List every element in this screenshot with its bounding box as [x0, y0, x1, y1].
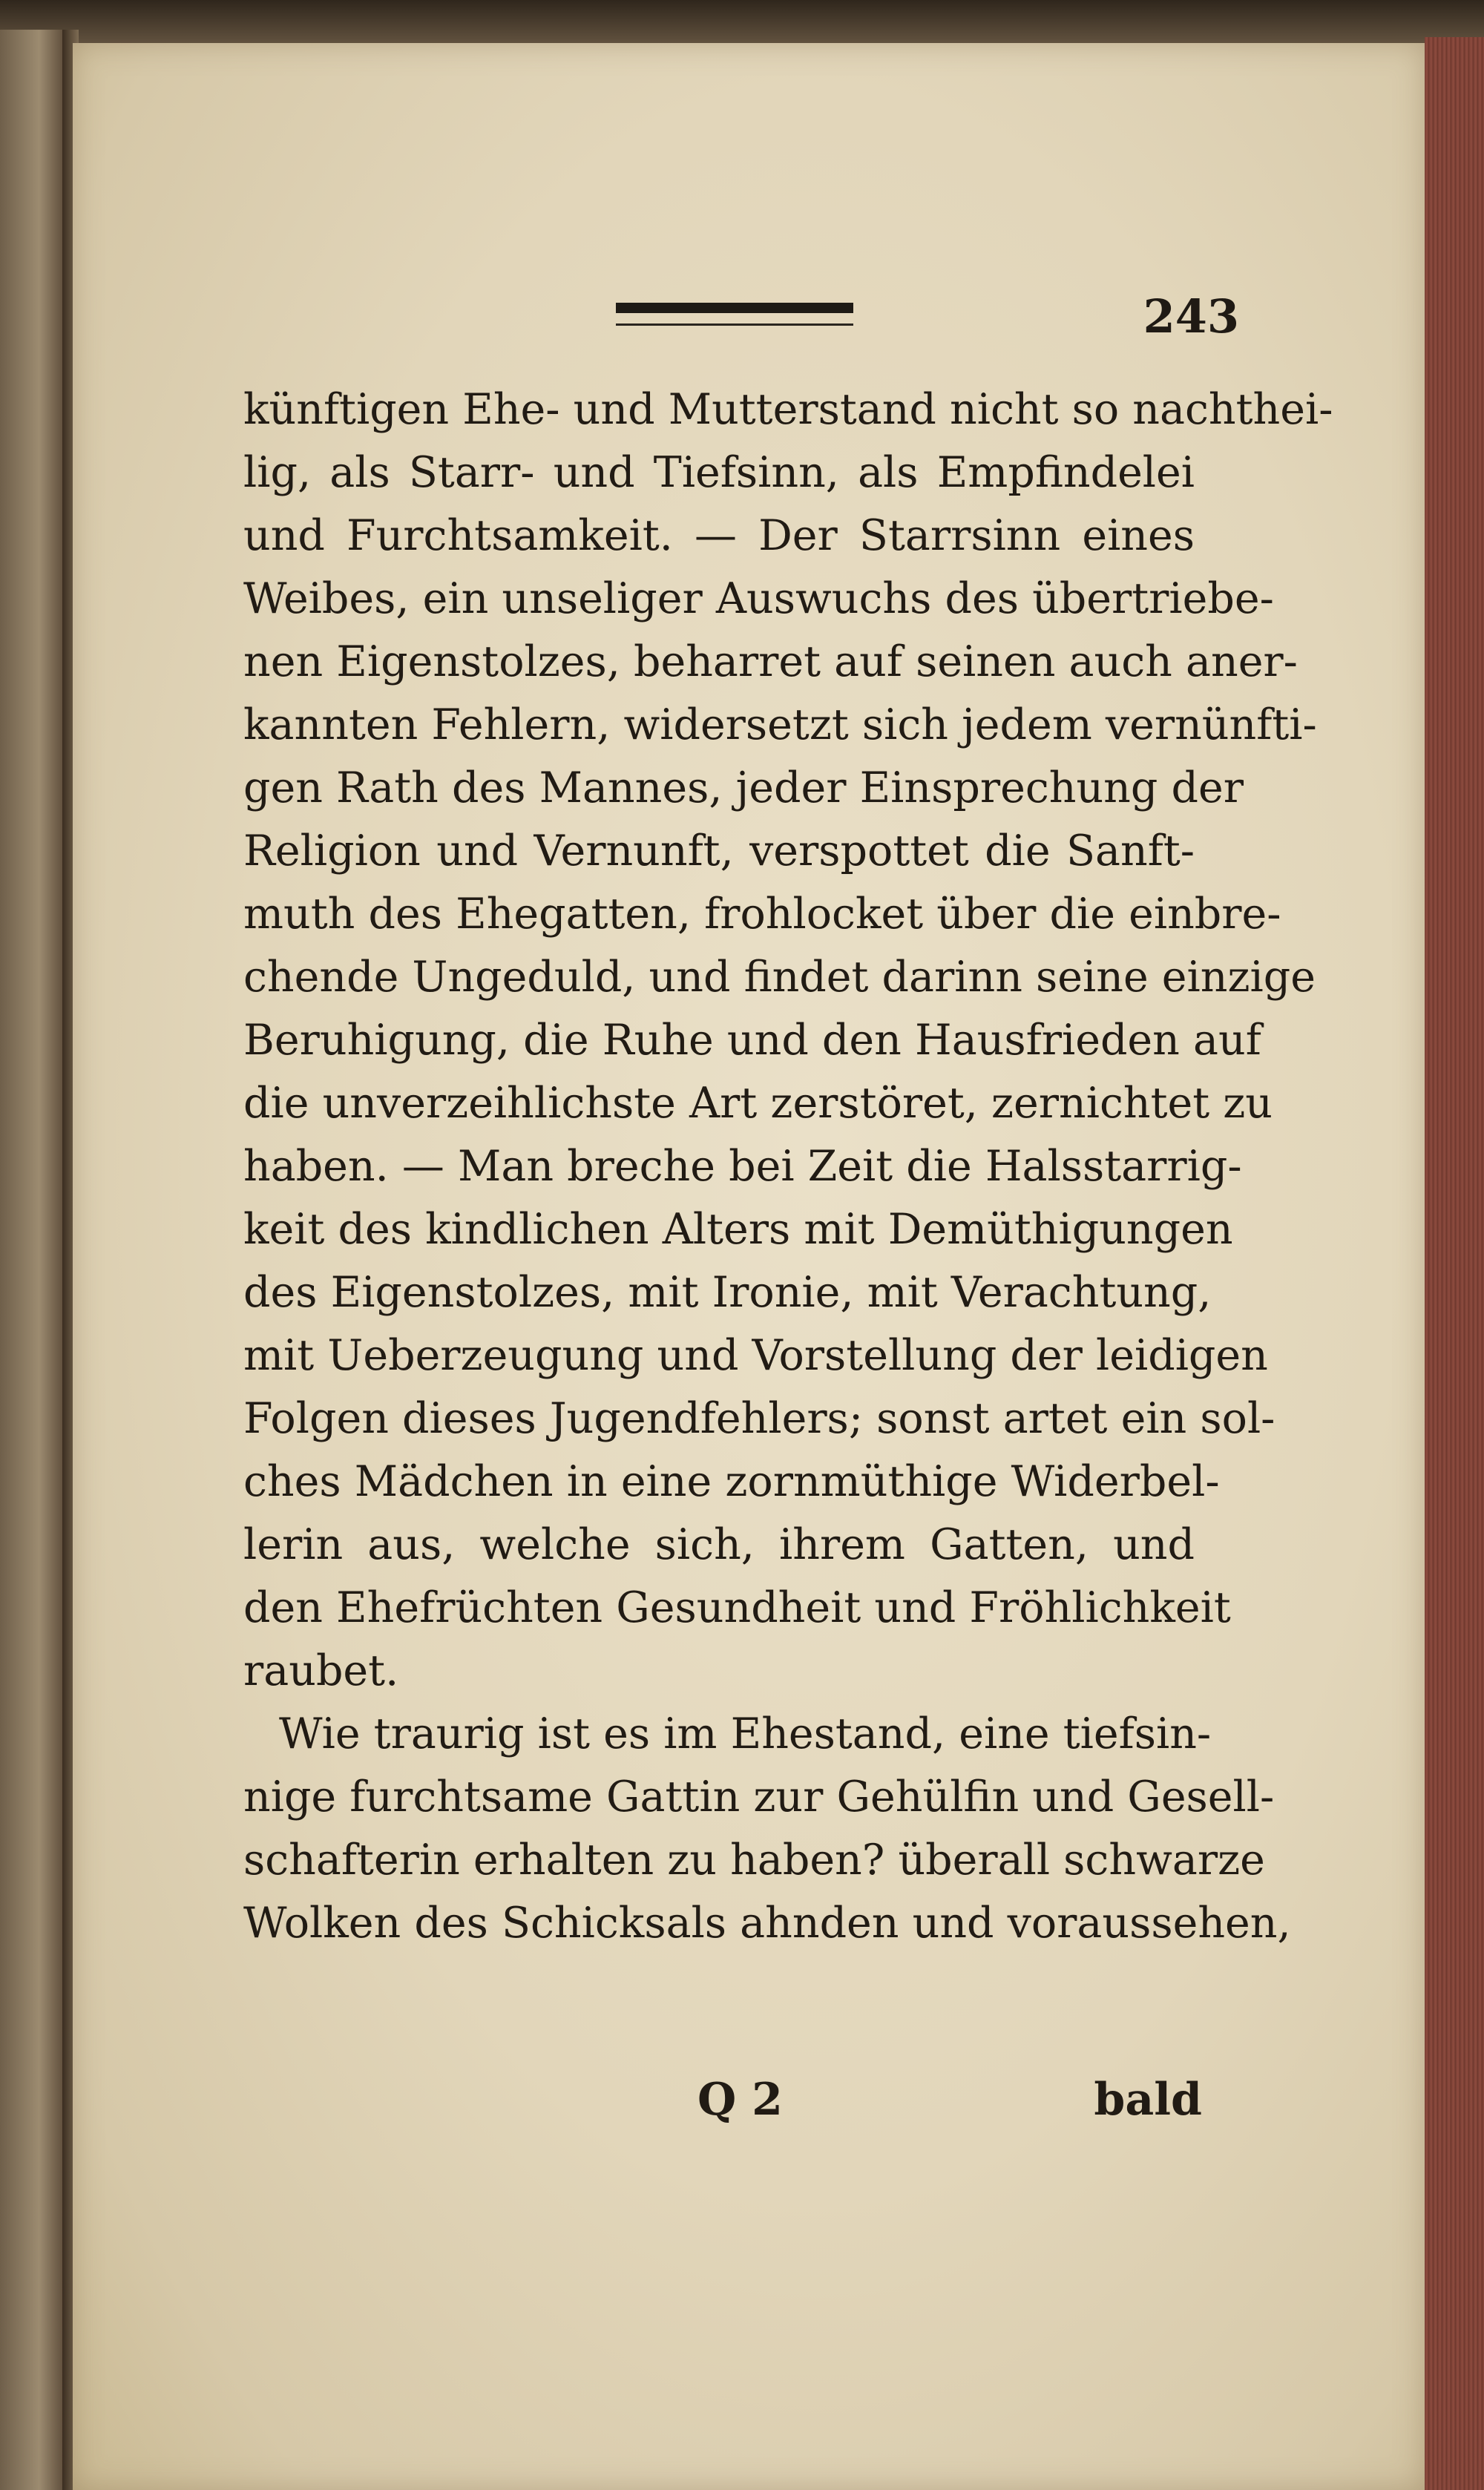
- page-number: 243: [1143, 289, 1239, 344]
- header-ornament-rule: [616, 303, 853, 313]
- text-line: Beruhigung, die Ruhe und den Hausfrieden auf: [243, 1016, 1261, 1065]
- signature-mark: Q 2: [697, 2074, 783, 2126]
- page-stack-edge: [1425, 37, 1484, 2490]
- text-line: Weibes, ein unseliger Auswuchs des übertriebe-: [243, 574, 1274, 623]
- text-line: und Furchtsamkeit. — Der Starrsinn eines: [243, 511, 1195, 560]
- header-ornament-rule-thin: [616, 323, 853, 326]
- text-line: mit Ueberzeugung und Vorstellung der leidigen: [243, 1331, 1268, 1380]
- text-line: lig, als Starr- und Tiefsinn, als Empfindelei: [243, 448, 1195, 497]
- text-line: nige furchtsame Gattin zur Gehülfin und Gesell-: [243, 1773, 1275, 1821]
- text-line-paragraph-end: raubet.: [243, 1646, 399, 1695]
- text-line: haben. — Man breche bei Zeit die Halsstarrig-: [243, 1142, 1242, 1191]
- catchword: bald: [1094, 2074, 1202, 2126]
- text-line: ches Mädchen in eine zornmüthige Widerbel-: [243, 1457, 1220, 1506]
- text-line: Religion und Vernunft, verspottet die Sanft-: [243, 827, 1195, 876]
- text-line: lerin aus, welche sich, ihrem Gatten, und: [243, 1520, 1195, 1569]
- text-line: den Ehefrüchten Gesundheit und Fröhlichkeit: [243, 1583, 1231, 1632]
- text-line: gen Rath des Mannes, jeder Einsprechung der: [243, 763, 1244, 812]
- text-line: künftigen Ehe- und Mutterstand nicht so nachthei-: [243, 385, 1333, 434]
- text-line: Wolken des Schicksals ahnden und voraussehen,: [243, 1899, 1291, 1948]
- page-footer: [697, 2074, 1202, 2141]
- text-line-paragraph-start: Wie traurig ist es im Ehestand, eine tiefsin-: [279, 1709, 1212, 1758]
- text-line: des Eigenstolzes, mit Ironie, mit Verachtung,: [243, 1268, 1212, 1317]
- text-line: muth des Ehegatten, frohlocket über die einbre-: [243, 890, 1281, 939]
- text-line: schafterin erhalten zu haben? überall schwarze: [243, 1836, 1265, 1885]
- text-line: Folgen dieses Jugendfehlers; sonst artet ein sol-: [243, 1394, 1275, 1443]
- text-line: nen Eigenstolzes, beharret auf seinen auch aner-: [243, 637, 1298, 686]
- body-text: [243, 378, 1333, 1955]
- text-line: chende Ungeduld, und findet darinn seine einzige: [243, 953, 1316, 1002]
- facing-page-edge: [0, 30, 65, 2490]
- text-line: die unverzeihlichste Art zerstöret, zernichtet zu: [243, 1079, 1273, 1128]
- text-line: kannten Fehlern, widersetzt sich jedem vernünfti-: [243, 700, 1317, 749]
- text-line: keit des kindlichen Alters mit Demüthigungen: [243, 1205, 1233, 1254]
